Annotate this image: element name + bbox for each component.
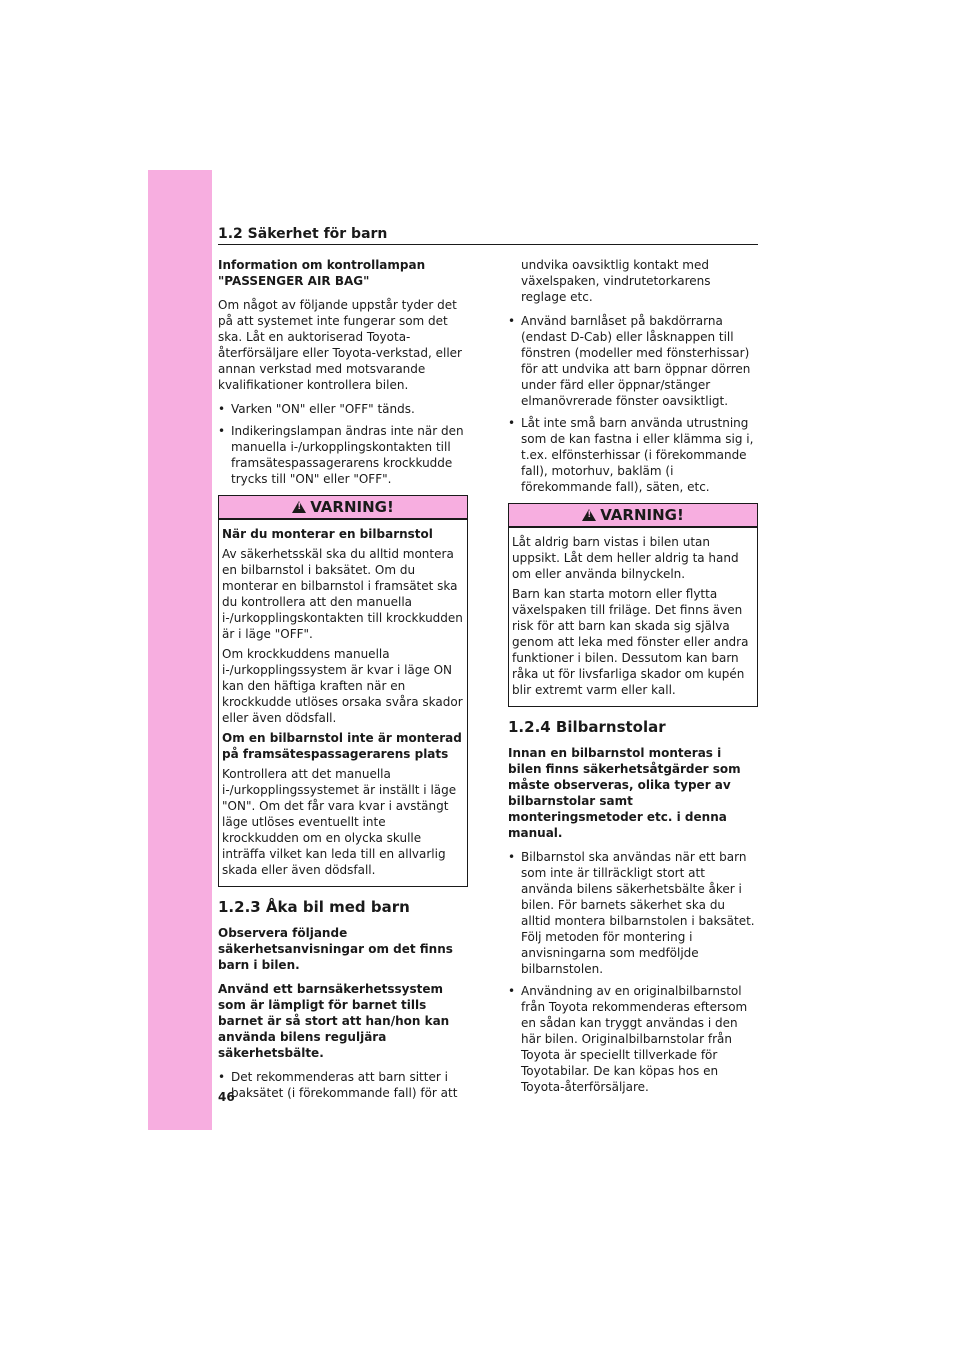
list-item: • Indikeringslampan ändras inte när den manuella i-/urkopplingskontakten till framsätespassagerarens krockkudde trycks till "ON" eller "OFF". xyxy=(218,423,468,487)
list-item: • Det rekommenderas att barn sitter i baksätet (i förekommande fall) för att xyxy=(218,1069,468,1101)
info-paragraph: Om något av följande uppstår tyder det på att systemet inte fungerar som det ska. Låt en auktoriserad Toyota-återförsäljare eller Toyota-verkstad, eller annan verkstad med motsvarande kvalifikationer kontrollera bilen. xyxy=(218,298,462,392)
warning-body xyxy=(219,520,467,886)
bullet-list xyxy=(508,313,758,495)
warning-box-children xyxy=(508,503,758,707)
bold-paragraph: Använd ett barnsäkerhetssystem som är lämpligt för barnet tills barnet är så stort att han/hon kan använda bilens reguljära säkerhetsbälte. xyxy=(218,982,450,1060)
page-side-tab xyxy=(148,170,212,1130)
section-header: 1.2 Säkerhet för barn xyxy=(218,226,388,242)
section-title: 1.2.4 Bilbarnstolar xyxy=(508,718,666,736)
list-item: • Användning av en originalbilbarnstol från Toyota rekommenderas eftersom en sådan kan tryggt användas i den här bilen. Originalbilbarnstolar från Toyota är speciellt tillverkade för Toyotabilar. De kan köpas hos en Toyota-återförsäljare. xyxy=(508,983,758,1095)
warning-triangle-icon xyxy=(292,501,306,513)
header-rule xyxy=(218,244,758,245)
warning-header xyxy=(509,504,757,528)
list-item: • Bilbarnstol ska användas när ett barn som inte är tillräckligt stort att använda bilens säkerhetsbälte åker i bilen. För barnets säkerhet ska du alltid montera bilbarnstolen i baksätet. Följ metoden för montering i anvisningarna som medföljde bilbarnstolen. xyxy=(508,849,758,977)
left-column xyxy=(218,257,468,1109)
bullet-list xyxy=(508,849,758,1095)
warning-title: VARNING! xyxy=(310,498,394,516)
warning-header xyxy=(219,496,467,520)
warning-title: VARNING! xyxy=(600,506,684,524)
list-item: • Varken "ON" eller "OFF" tänds. xyxy=(218,401,468,417)
warning-body xyxy=(509,528,757,706)
warning-text: Låt aldrig barn vistas i bilen utan uppsikt. Låt dem heller aldrig ta hand om eller använda bilnyckeln. xyxy=(512,535,739,581)
warning-text: Om krockkuddens manuella i-/urkopplingssystem är kvar i läge ON kan den häftiga kraften när en krockkudde utlöses orsaka svåra skador eller även dödsfall. xyxy=(222,647,463,725)
warning-subheading: När du monterar en bilbarnstol xyxy=(222,527,433,541)
bullet-continuation: undvika oavsiktlig kontakt med växelspaken, vindrutetorkarens reglage etc. xyxy=(521,258,711,304)
bold-paragraph: Innan en bilbarnstol monteras i bilen finns säkerhetsåtgärder som måste observeras, olika typer av bilbarnstolar samt monteringsmetoder etc. i denna manual. xyxy=(508,746,741,840)
warning-text: Av säkerhetsskäl ska du alltid montera en bilbarnstol i baksätet. Om du monterar en bilbarnstol i framsätet ska du kontrollera att den manuella i-/urkopplingskontakten till krockkudden är i läge "OFF". xyxy=(222,547,463,641)
bold-paragraph: Observera följande säkerhetsanvisningar om det finns barn i bilen. xyxy=(218,926,453,972)
warning-triangle-icon xyxy=(582,509,596,521)
warning-text: Kontrollera att det manuella i-/urkopplingssystemet är inställt i läge "ON". Om det får vara kvar i avstängt läge utlöses eventuellt inte krockkudden om en olycka skulle inträffa vilket kan leda till en allvarlig skada eller även dödsfall. xyxy=(222,767,457,877)
page-number: 46 xyxy=(218,1090,235,1104)
list-item: • Använd barnlåset på bakdörrarna (endast D-Cab) eller låsknappen till fönstren (modeller med fönsterhissar) för att undvika att barn öppnar dörren under färd eller öppnar/stänger elmanövrerade fönster oavsiktligt. xyxy=(508,313,758,409)
warning-text: Barn kan starta motorn eller flytta växelspaken till friläge. Det finns även risk för att barn kan skada sig själva genom att leka med fönster eller andra funktioner i bilen. Dessutom kan barn råka ut för livsfarliga skador om kupén blir extremt varm eller kall. xyxy=(512,587,749,697)
bullet-list xyxy=(218,1069,468,1101)
section-title: 1.2.3 Åka bil med barn xyxy=(218,898,410,916)
warning-subheading: Om en bilbarnstol inte är monterad på framsätespassagerarens plats xyxy=(222,731,462,761)
info-bullet-list xyxy=(218,401,468,487)
list-item: • Låt inte små barn använda utrustning som de kan fastna i eller klämma sig i, t.ex. elfönsterhissar (i förekommande fall), motorhuv, bakläm (i förekommande fall), säten, etc. xyxy=(508,415,758,495)
right-column xyxy=(508,257,758,1103)
warning-box-airbag xyxy=(218,495,468,887)
info-heading: Information om kontrollampan "PASSENGER AIR BAG" xyxy=(218,258,426,288)
